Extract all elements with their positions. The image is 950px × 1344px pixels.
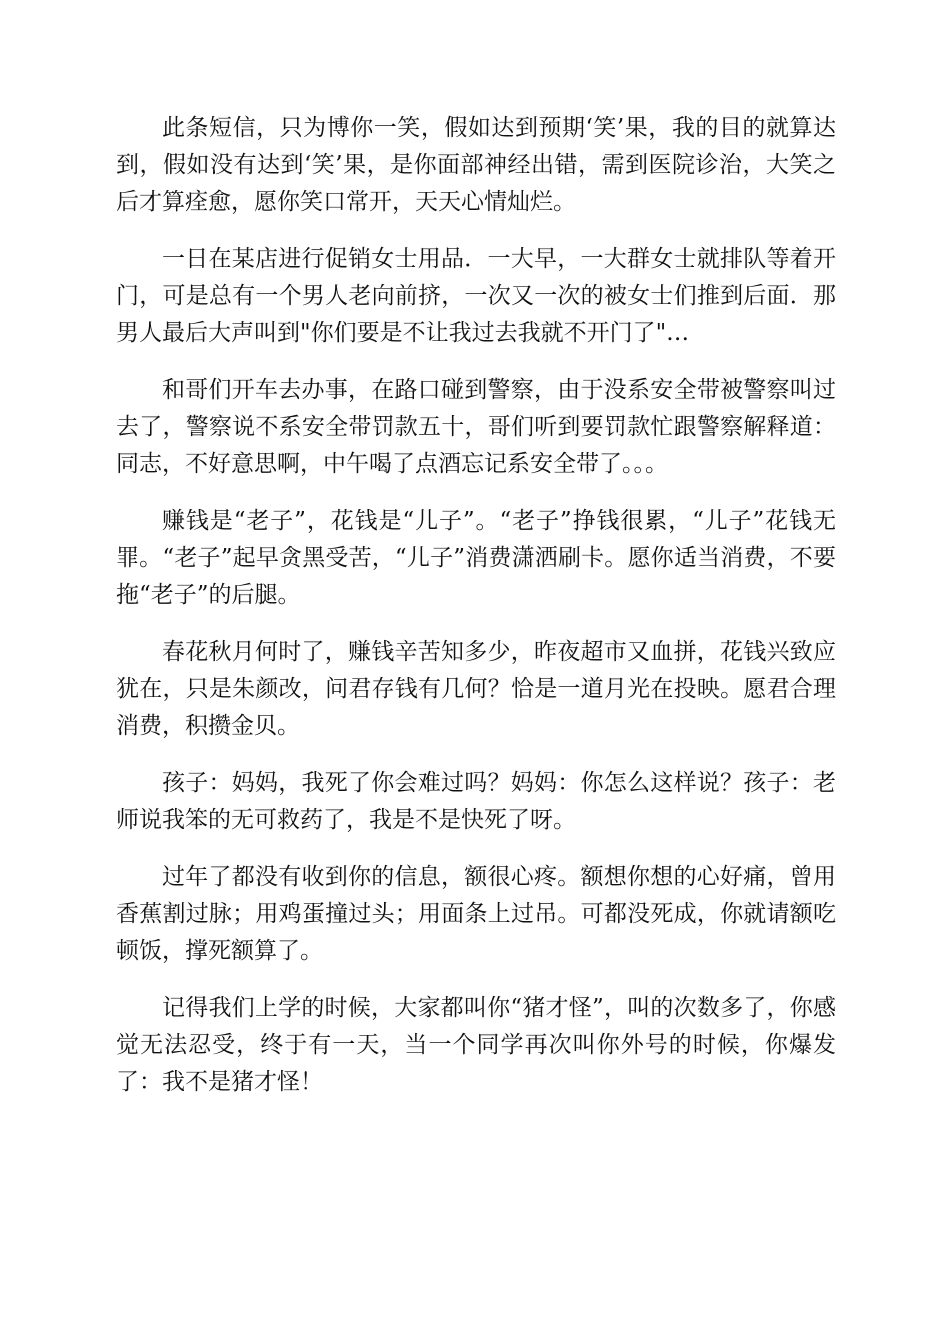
document-body — [116, 110, 836, 1121]
paragraph-5: 春花秋月何时了，赚钱辛苦知多少，昨夜超市又血拼，花钱兴致应犹在，只是朱颜改，问君存钱有几何？恰是一道月光在投映。愿君合理消费，积攒金贝。 — [116, 639, 836, 739]
paragraph-2: 一日在某店进行促销女士用品．一大早，一大群女士就排队等着开门，可是总有一个男人老向前挤，一次又一次的被女士们推到后面．那男人最后大声叫到"你们要是不让我过去我就不开门了"… — [116, 246, 836, 346]
paragraph-1: 此条短信，只为博你一笑，假如达到预期‘笑’果，我的目的就算达到，假如没有达到‘笑’果，是你面部神经出错，需到医院诊治，大笑之后才算痊愈，愿你笑口常开，天天心情灿烂。 — [116, 115, 836, 215]
paragraph-6: 孩子：妈妈，我死了你会难过吗？妈妈：你怎么这样说？孩子：老师说我笨的无可救药了，我是不是快死了呀。 — [116, 770, 836, 833]
paragraph-8: 记得我们上学的时候，大家都叫你“猪才怪”，叫的次数多了，你感觉无法忍受，终于有一天，当一个同学再次叫你外号的时候，你爆发了：我不是猪才怪！ — [116, 995, 836, 1095]
paragraph-3: 和哥们开车去办事，在路口碰到警察，由于没系安全带被警察叫过去了，警察说不系安全带罚款五十，哥们听到要罚款忙跟警察解释道：同志，不好意思啊，中午喝了点酒忘记系安全带了。。。 — [116, 377, 836, 477]
paragraph-7: 过年了都没有收到你的信息，额很心疼。额想你想的心好痛，曾用香蕉割过脉；用鸡蛋撞过头；用面条上过吊。可都没死成，你就请额吃顿饭，撑死额算了。 — [116, 864, 836, 964]
paragraph-4: 赚钱是“老子”，花钱是“儿子”。“老子”挣钱很累，“儿子”花钱无罪。“老子”起早贪黑受苦，“儿子”消费潇洒刷卡。愿你适当消费，不要拖“老子”的后腿。 — [116, 508, 836, 608]
